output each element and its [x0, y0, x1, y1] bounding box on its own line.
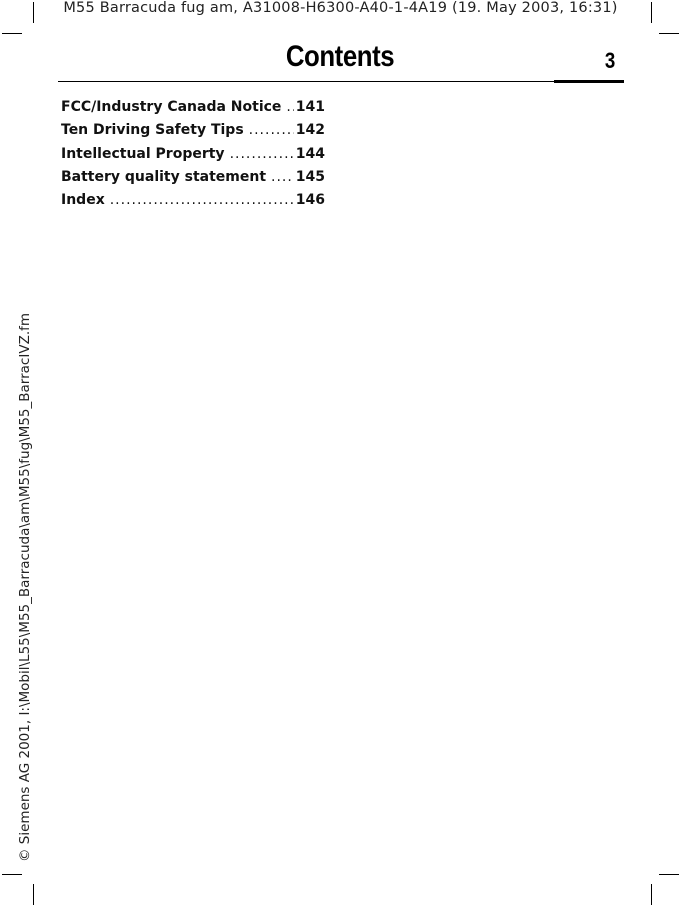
toc-entry[interactable] — [61, 122, 325, 145]
toc-entry-title: Ten Driving Safety Tips — [61, 122, 244, 139]
toc-entry[interactable] — [61, 146, 325, 169]
toc-entry[interactable] — [61, 169, 325, 192]
toc-entry-page: 144 — [295, 145, 325, 162]
crop-mark-bottom-right-vertical — [651, 884, 652, 905]
toc-entry[interactable] — [61, 192, 325, 215]
toc-entry-title: Battery quality statement — [61, 168, 267, 185]
toc-dot-leader — [230, 146, 294, 162]
toc-entry-page: 142 — [295, 122, 325, 139]
toc-dot-leader — [286, 99, 293, 115]
toc-entry-title: FCC/Industry Canada Notice — [61, 99, 282, 115]
crop-mark-top-left-horizontal — [2, 33, 22, 34]
toc-dot-leader — [249, 122, 294, 138]
toc-dot-leader — [271, 169, 294, 185]
toc-entry-page: 146 — [295, 192, 325, 209]
document-source-path: © Siemens AG 2001, I:\Mobil\L55\M55_Barracuda\am\M55\fug\M55_BarracIVZ.fm — [17, 312, 33, 862]
crop-mark-top-right-horizontal — [659, 33, 679, 34]
document-meta-header: M55 Barracuda fug am, A31008-H6300-A40-1-4A19 (19. May 2003, 16:31) — [63, 0, 618, 16]
crop-mark-bottom-left-horizontal — [2, 874, 22, 875]
toc-entry-title: Index — [61, 192, 105, 209]
page-number: 3 — [604, 48, 616, 73]
toc-entry-title: Intellectual Property — [61, 145, 225, 162]
page-title: Contents — [285, 40, 395, 73]
toc-dot-leader — [110, 192, 294, 208]
toc-entry-page: 141 — [295, 99, 325, 115]
toc-entry[interactable] — [61, 99, 325, 122]
crop-mark-bottom-right-horizontal — [659, 874, 679, 875]
table-of-contents — [61, 99, 325, 215]
header-rule-accent — [554, 80, 624, 83]
header-rule — [58, 81, 554, 82]
crop-mark-bottom-left-vertical — [33, 884, 34, 905]
toc-entry-page: 145 — [295, 168, 325, 185]
